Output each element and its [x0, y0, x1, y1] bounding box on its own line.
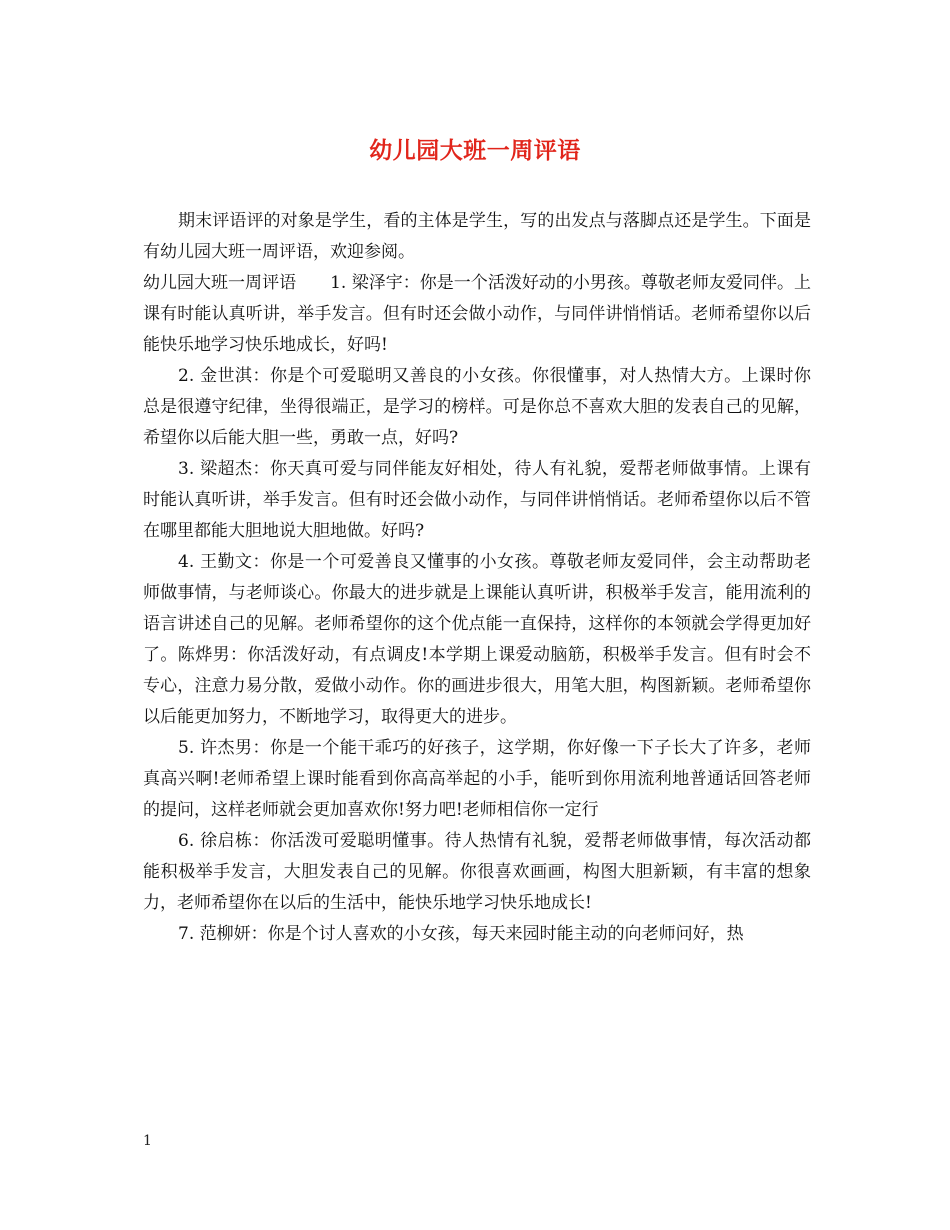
- document-body: [143, 206, 811, 950]
- intro-paragraph: 期末评语评的对象是学生，看的主体是学生，写的出发点与落脚点还是学生。下面是有幼儿园大班一周评语，欢迎参阅。: [143, 211, 811, 262]
- page-number: 1: [143, 1133, 152, 1149]
- comment-paragraph-7: 7. 范柳妍：你是个讨人喜欢的小女孩，每天来园时能主动的向老师问好，热: [178, 924, 744, 944]
- comment-paragraph-1: 幼儿园大班一周评语 1. 梁泽宇：你是一个活泼好动的小男孩。尊敬老师友爱同伴。上课有时能认真听讲，举手发言。但有时还会做小动作，与同伴讲悄悄话。老师希望你以后能快乐地学习快乐地成长，好吗!: [143, 273, 811, 355]
- comment-paragraph-6: 6. 徐启栋：你活泼可爱聪明懂事。待人热情有礼貌，爱帮老师做事情，每次活动都能积极举手发言，大胆发表自己的见解。你很喜欢画画，构图大胆新颖，有丰富的想象力，老师希望你在以后的生活中，能快乐地学习快乐地成长!: [143, 831, 811, 913]
- comment-paragraph-5: 5. 许杰男：你是一个能干乖巧的好孩子，这学期，你好像一下子长大了许多，老师真高兴啊!老师希望上课时能看到你高高举起的小手，能听到你用流利地普通话回答老师的提问，这样老师就会更加喜欢你!努力吧!老师相信你一定行: [143, 738, 811, 820]
- comment-paragraph-4: 4. 王勤文：你是一个可爱善良又懂事的小女孩。尊敬老师友爱同伴，会主动帮助老师做事情，与老师谈心。你最大的进步就是上课能认真听讲，积极举手发言，能用流利的语言讲述自己的见解。老师希望你的这个优点能一直保持，这样你的本领就会学得更加好了。陈烨男：你活泼好动，有点调皮!本学期上课爱动脑筋，积极举手发言。但有时会不专心，注意力易分散，爱做小动作。你的画进步很大，用笔大胆，构图新颖。老师希望你以后能更加努力，不断地学习，取得更大的进步。: [143, 552, 811, 727]
- comment-paragraph-2: 2. 金世淇：你是个可爱聪明又善良的小女孩。你很懂事，对人热情大方。上课时你总是很遵守纪律，坐得很端正，是学习的榜样。可是你总不喜欢大胆的发表自己的见解，希望你以后能大胆一些，勇敢一点，好吗?: [143, 366, 811, 448]
- comment-paragraph-3: 3. 梁超杰：你天真可爱与同伴能友好相处，待人有礼貌，爱帮老师做事情。上课有时能认真听讲，举手发言。但有时还会做小动作，与同伴讲悄悄话。老师希望你以后不管在哪里都能大胆地说大胆地做。好吗?: [143, 459, 811, 541]
- document-title: 幼儿园大班一周评语: [369, 137, 581, 164]
